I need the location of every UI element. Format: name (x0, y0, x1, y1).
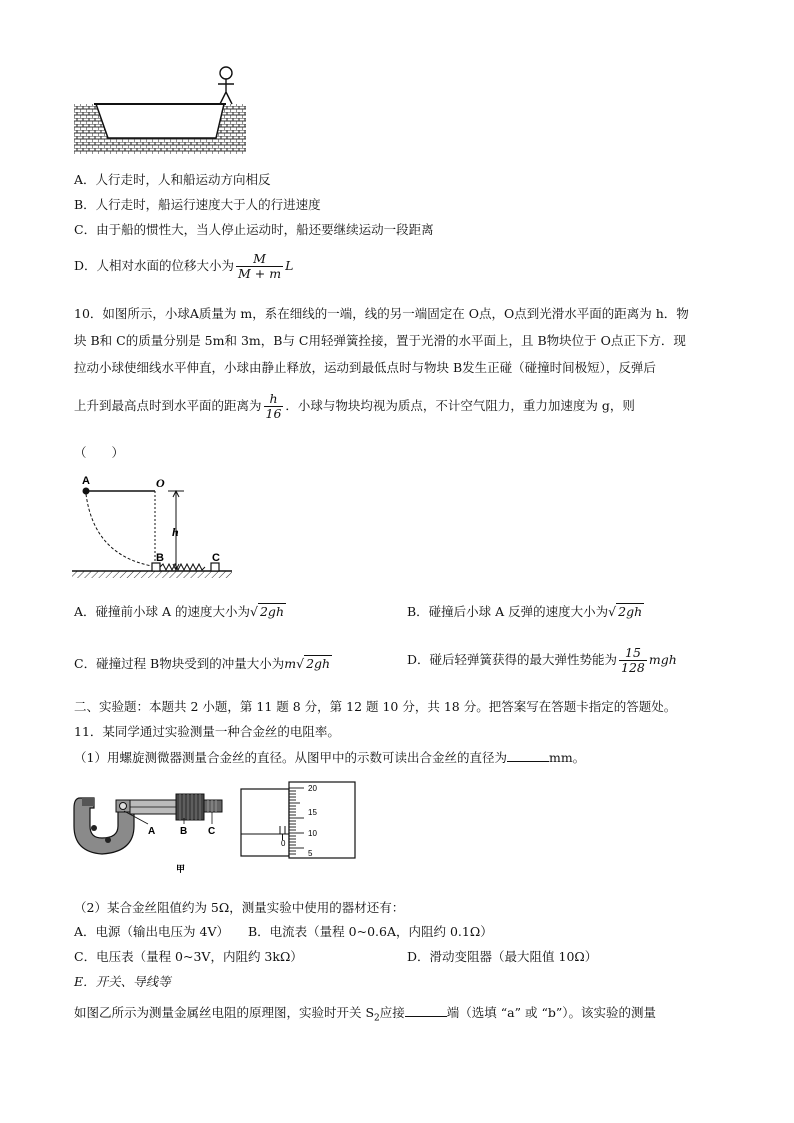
scale-10: 10 (308, 829, 317, 838)
mic-label-b: B (180, 826, 188, 837)
scale-5: 5 (308, 849, 313, 858)
fraction: $\frac{h}{16}$ (265, 391, 282, 421)
q10-line-3: 拉动小球使细线水平伸直，小球由静止释放，运动到最低点时与物块 B发生正碰（碰撞时间极短），反弹后 (74, 360, 656, 375)
scale-15: 15 (308, 808, 317, 817)
equipment-a: A．电源（输出电压为 4V） (74, 924, 229, 939)
q11-last-line: 如图乙所示为测量金属丝电阻的原理图，实验时开关 $S_2$应接 端（选填 “a” 或 “b”）。该实验的测量 (74, 1005, 656, 1024)
q11-intro: 11．某同学通过实验测量一种合金丝的电阻率。 (74, 724, 340, 739)
person-icon (218, 67, 234, 104)
mic-label-a: A (148, 826, 156, 837)
q10-line-2: 块 B和 C的质量分别是 5m和 3m，B与 C用轻弹簧拴接，置于光滑的水平面上，且 B物块位于 O点正下方．现 (74, 333, 686, 348)
equipment-e: E．开关、导线等 (74, 974, 171, 989)
block-b (152, 563, 160, 571)
boat-figure (74, 64, 246, 154)
spring (160, 564, 205, 570)
q9-option-d: D．人相对水面的位移大小为 $\frac{M}{M + m}$ L (74, 251, 294, 281)
boat-hull (96, 104, 224, 138)
equipment-b: B．电流表（量程 0~0.6A，内阻约 0.1Ω） (248, 924, 493, 939)
q10-option-a: A．碰撞前小球 A 的速度大小为√ 2gh (74, 604, 284, 619)
q9-option-c: C．由于船的惯性大，当人停止运动时，船还要继续运动一段距离 (74, 222, 434, 237)
label-h: h (172, 525, 179, 539)
block-c (211, 563, 219, 571)
sqrt: √ 2gh (296, 656, 331, 671)
thimble-scale (289, 782, 355, 858)
mic-label-c: C (208, 826, 216, 837)
label-b: B (156, 552, 164, 564)
equipment-c: C．电压表（量程 0~3V，内阻约 3kΩ） (74, 949, 303, 964)
fraction: $\frac{M}{M + m}$ (238, 251, 282, 281)
answer-blank (405, 1006, 447, 1017)
label-c: C (212, 552, 220, 564)
sqrt: √ 2gh (608, 604, 643, 619)
pendulum-figure (72, 470, 238, 580)
ratchet (204, 800, 222, 812)
sleeve-zero: 0 (281, 839, 286, 848)
fraction: $\frac{15}{128}$ (621, 645, 645, 675)
label-a: A (82, 475, 90, 487)
figure-caption: 甲 (176, 865, 186, 875)
equipment-d: D．滑动变阻器（最大阻值 10Ω） (407, 949, 598, 964)
scale-20: 20 (308, 784, 317, 793)
q10-option-d: D．碰后轻弹簧获得的最大弹性势能为 $\frac{15}{128}$ mgh (407, 645, 677, 675)
section-heading: 二、实验题：本题共 2 小题，第 11 题 8 分，第 12 题 10 分，共 18 分。把答案写在答题卡指定的答题处。 (74, 699, 677, 714)
q10-line-1: 10．如图所示，小球A质量为 m，系在细线的一端，线的另一端固定在 O点，O点到光滑水平面的距离为 h．物 (74, 306, 689, 321)
q11-part-2: （2）某合金丝阻值约为 5Ω，测量实验中使用的器材还有： (74, 900, 405, 915)
label-o: O (156, 476, 165, 490)
swing-path (86, 494, 152, 566)
q10-line-4: 上升到最高点时到水平面的距离为 $\frac{h}{16}$ ．小球与物块均视为质点，不计空气阻力，重力加速度为 g，则 (74, 391, 635, 421)
ball-a (83, 488, 90, 495)
q11-part-1: （1）用螺旋测微器测量合金丝的直径。从图甲中的示数可读出合金丝的直径为 mm。 (74, 750, 586, 765)
q9-option-a: A．人行走时，人和船运动方向相反 (74, 172, 271, 187)
q10-answer-paren: （ ） (74, 445, 125, 460)
sqrt: √ 2gh (250, 604, 284, 619)
q10-option-c: C．碰撞过程 B物块受到的冲量大小为m√ 2gh (74, 656, 331, 671)
answer-blank (507, 751, 549, 762)
q9-option-b: B．人行走时，船运行速度大于人的行进速度 (74, 197, 321, 212)
micrometer-scale (240, 780, 360, 860)
q10-option-b: B．碰撞后小球 A 反弹的速度大小为√ 2gh (407, 604, 643, 619)
micrometer-figure (72, 780, 232, 878)
